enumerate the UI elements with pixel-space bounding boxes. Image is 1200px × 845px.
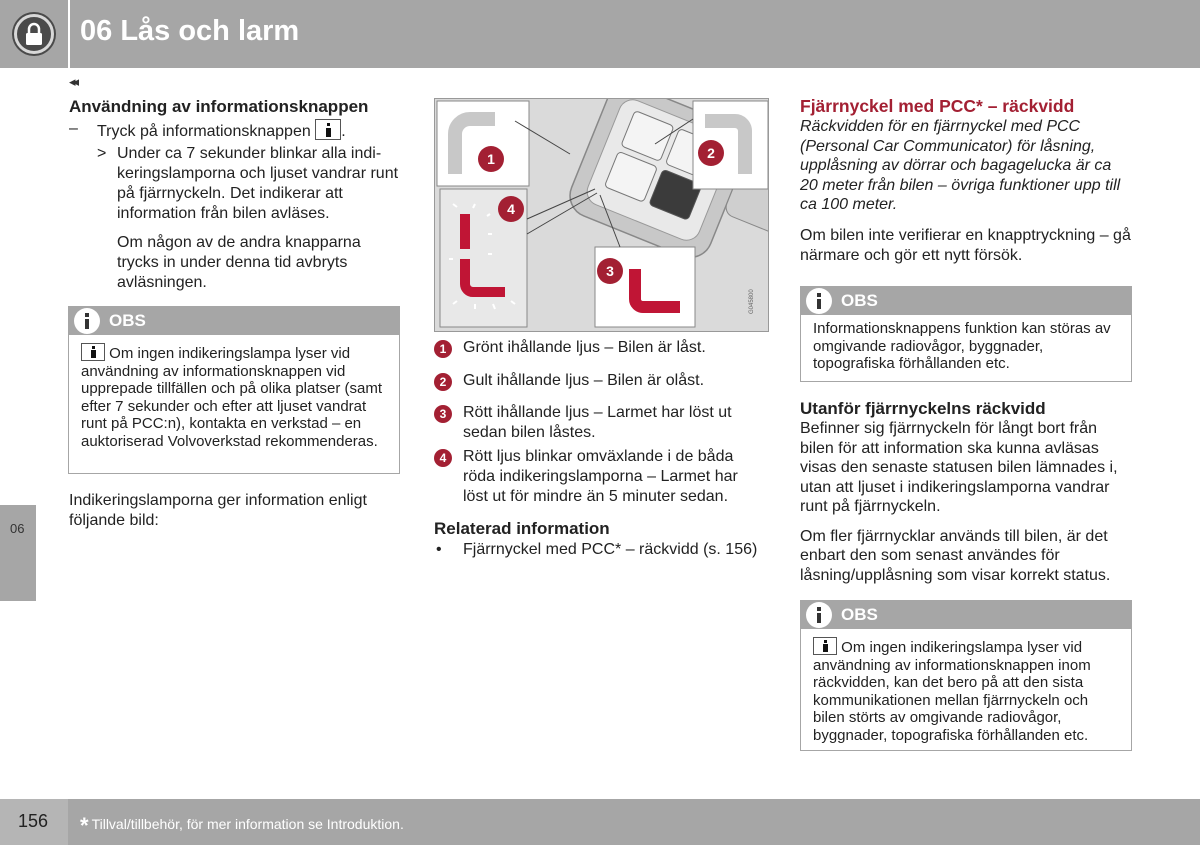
result-text: Under ca 7 sekunder blinkar alla indikeringslamporna och ljuset vandrar runt på fjärrnyckeln. Det indikerar att information från bilen avläses. <box>117 145 399 222</box>
step-result <box>69 144 399 293</box>
footer-note-text: Tillval/tillbehör, för mer information se Introduktion. <box>91 816 404 832</box>
info-icon <box>806 288 832 314</box>
result-text-2: Om någon av de andra knapparna trycks in under denna tid avbryts avläsningen. <box>117 234 361 291</box>
obs-header <box>801 287 1131 315</box>
key-fob-illustration <box>434 98 769 332</box>
legend-number: 1 <box>434 340 452 358</box>
info-icon <box>74 308 100 334</box>
sub-heading: Utanför fjärrnyckelns räckvidd <box>800 399 1046 418</box>
info-icon <box>806 602 832 628</box>
obs-label: OBS <box>841 291 878 310</box>
related-item[interactable] <box>434 540 769 560</box>
figure-callout: 1 <box>487 151 495 167</box>
chapter-title: 06 Lås och larm <box>80 15 300 47</box>
step-dash: – <box>69 120 78 137</box>
step-text <box>97 119 346 142</box>
info-button-icon <box>81 343 105 361</box>
column-left <box>69 97 399 293</box>
related-heading: Relaterad information <box>434 519 610 538</box>
obs-label: OBS <box>841 605 878 624</box>
step-item <box>69 119 399 141</box>
step-end: . <box>341 123 346 140</box>
figure-callout: 4 <box>507 201 515 217</box>
obs-header <box>801 601 1131 629</box>
figure-callout: 3 <box>606 263 614 279</box>
obs-body: Informationsknappens funktion kan störas av omgivande radiovågor, byggnader, topografiska förhållanden etc. <box>813 320 1111 372</box>
obs-body <box>801 629 1131 754</box>
obs-note-left <box>68 306 400 474</box>
intro-italic: Räckvidden för en fjärrnyckel med PCC (Personal Car Communicator) för låsning, upplåsning av dörrar och bagagelucka är ca 20 meter från bilen – övriga funktioner upp till ca 100 meter. <box>800 118 1121 213</box>
info-button-icon <box>813 637 837 655</box>
asterisk: * <box>80 813 89 838</box>
obs-note-right-1 <box>800 286 1132 382</box>
section-heading-red: Fjärrnyckel med PCC* – räckvidd <box>800 96 1075 116</box>
related-info <box>434 519 769 560</box>
sub-paragraph-2: Om fler fjärrnycklar används till bilen, är det enbart den som senast användes för låsning/upplåsning som visar korrekt status. <box>800 527 1111 584</box>
side-tab-label: 06 <box>10 521 25 536</box>
figure-code: G045800 <box>749 289 755 314</box>
section-heading: Användning av informationsknappen <box>69 97 369 116</box>
lock-icon <box>0 0 68 68</box>
legend-number: 4 <box>434 449 452 467</box>
related-link[interactable]: Fjärrnyckel med PCC* – räckvidd (s. 156) <box>463 541 758 558</box>
legend-number: 3 <box>434 405 452 423</box>
legend-text: Rött ihållande ljus – Larmet har löst ut sedan bilen låstes. <box>463 404 732 441</box>
page-number-box <box>0 799 68 845</box>
header-divider <box>68 0 70 68</box>
page-number: 156 <box>18 811 49 831</box>
obs-text: Om ingen indikeringslampa lyser vid användning av informationsknappen vid upprepade tillfällen och på olika platser (samt efter 7 sekunder och efter att ljuset vandrat runt på PCC:n), kontakta en verkstad – en auktoriserad Volvoverkstad rekommenderas. <box>81 345 383 450</box>
legend-text: Rött ljus blinkar omväxlande i de båda röda indikeringslamporna – Larmet har löst ut för mindre än 5 minuter sedan. <box>463 448 738 505</box>
footer-note <box>80 813 404 839</box>
page-footer <box>0 799 1200 845</box>
paragraph: Om bilen inte verifierar en knapptryckning – gå närmare och gör ett nytt försök. <box>800 226 1131 264</box>
column-right <box>800 96 1132 266</box>
legend-text: Gult ihållande ljus – Bilen är olåst. <box>463 372 705 389</box>
obs-header <box>69 307 399 335</box>
back-nav-icon[interactable]: ◂◂ <box>69 74 77 89</box>
obs-label: OBS <box>109 311 146 330</box>
legend-text: Grönt ihållande ljus – Bilen är låst. <box>463 339 706 356</box>
result-marker: > <box>97 145 107 162</box>
bullet: • <box>436 541 442 558</box>
chapter-side-tab[interactable] <box>0 505 36 601</box>
info-button-icon <box>315 119 341 140</box>
sub-section <box>800 399 1132 585</box>
sub-paragraph: Befinner sig fjärrnyckeln för långt bort från bilen för att information ska kunna avläsas visas den senaste statusen bilen lämnades i, utan att ljuset i indikeringslamporna vandrar runt på fjärrnyckeln. <box>800 420 1118 515</box>
step-label: Tryck på informationsknappen <box>97 123 311 140</box>
page-header <box>0 0 1200 68</box>
obs-body <box>69 335 399 460</box>
legend-number: 2 <box>434 373 452 391</box>
figure-callout: 2 <box>707 145 715 161</box>
obs-text: Om ingen indikeringslampa lyser vid användning av informationsknappen inom räckvidden, kan det bero på att den sista kommunikationen mellan fjärrnyckeln och bilen störts av omgivande radiovågor, byggnader, topografiska förhållanden etc. <box>813 639 1091 744</box>
obs-note-right-2 <box>800 600 1132 751</box>
intro-text: Indikeringslamporna ger information enligt följande bild: <box>69 492 367 529</box>
